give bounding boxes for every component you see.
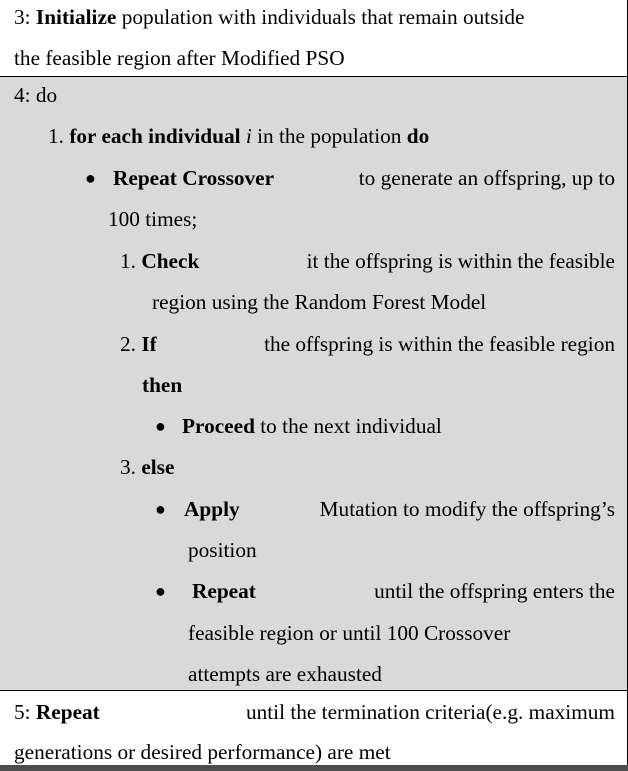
apply-line-2 [188, 537, 257, 563]
step-3-row [0, 0, 628, 76]
step-5-line-1 [14, 699, 615, 725]
keyword-repeat: Repeat [192, 579, 256, 603]
step-5-line-2 [14, 739, 391, 765]
item-number: 1. [48, 124, 64, 148]
step-text: generations or desired performance) are met [14, 740, 391, 764]
step-3-line-1 [14, 4, 525, 30]
check-line-1 [120, 248, 615, 274]
check-text: region using the Random Forest Model [152, 290, 487, 314]
item-number: 1. [120, 249, 136, 273]
bullet-icon: ● [155, 581, 166, 601]
for-each-line [48, 123, 429, 149]
repeat-until-line-3 [188, 661, 382, 687]
apply-text: Mutation to modify the offspring’s [319, 497, 615, 521]
step-5-row [0, 691, 628, 765]
table-bottom-border [0, 765, 628, 771]
variable-i: i [245, 124, 252, 148]
keyword-check: Check [141, 249, 200, 273]
keyword-apply: Apply [184, 497, 240, 521]
proceed-text: to the next individual [260, 414, 442, 438]
repeat-until-line-1 [192, 578, 615, 604]
step-text: until the termination criteria(e.g. maximum [245, 700, 615, 724]
keyword-if: If [141, 332, 157, 356]
step-3-line-2 [14, 45, 345, 71]
if-text: the offspring is within the feasible region [264, 332, 615, 356]
step-4-header [14, 82, 57, 108]
keyword-repeat: Repeat [35, 700, 100, 724]
step-text: population with individuals that remain outside [121, 5, 525, 29]
step-text: the feasible region after Modified PSO [14, 46, 345, 70]
keyword-else: else [141, 455, 175, 479]
apply-text: position [188, 538, 257, 562]
keyword-do: do [35, 83, 58, 107]
repeat-crossover-text: to generate an offspring, up to [358, 166, 615, 190]
if-line-1 [120, 331, 615, 357]
step-4-row [0, 77, 628, 690]
step-number: 5: [14, 700, 31, 724]
keyword-then: then [142, 373, 183, 397]
repeat-crossover-text: 100 times; [108, 207, 198, 231]
item-number: 2. [120, 332, 136, 356]
apply-line-1 [184, 496, 615, 522]
bullet-icon: ● [155, 499, 166, 519]
bullet-icon: ● [155, 416, 166, 436]
repeat-until-text: feasible region or until 100 Crossover [188, 621, 511, 645]
keyword-do: do [406, 124, 430, 148]
check-line-2 [152, 289, 486, 315]
check-text: it the offspring is within the feasible [306, 249, 615, 273]
bullet-icon: ● [85, 168, 96, 188]
else-line [120, 454, 174, 480]
step-number: 3: [14, 5, 31, 29]
repeat-until-line-2 [188, 620, 510, 646]
proceed-line [182, 413, 442, 439]
item-number: 3. [120, 455, 136, 479]
step-number: 4: [14, 83, 31, 107]
repeat-crossover-line-1 [113, 165, 615, 191]
keyword-for-each: for each individual [69, 124, 241, 148]
keyword-repeat-crossover: Repeat Crossover [113, 166, 275, 190]
repeat-until-text: attempts are exhausted [188, 662, 382, 686]
keyword-proceed: Proceed [182, 414, 255, 438]
if-line-2 [142, 372, 182, 398]
for-each-text: in the population [257, 124, 402, 148]
repeat-crossover-line-2 [108, 206, 197, 232]
repeat-until-text: until the offspring enters the [374, 579, 615, 603]
keyword-initialize: Initialize [35, 5, 117, 29]
